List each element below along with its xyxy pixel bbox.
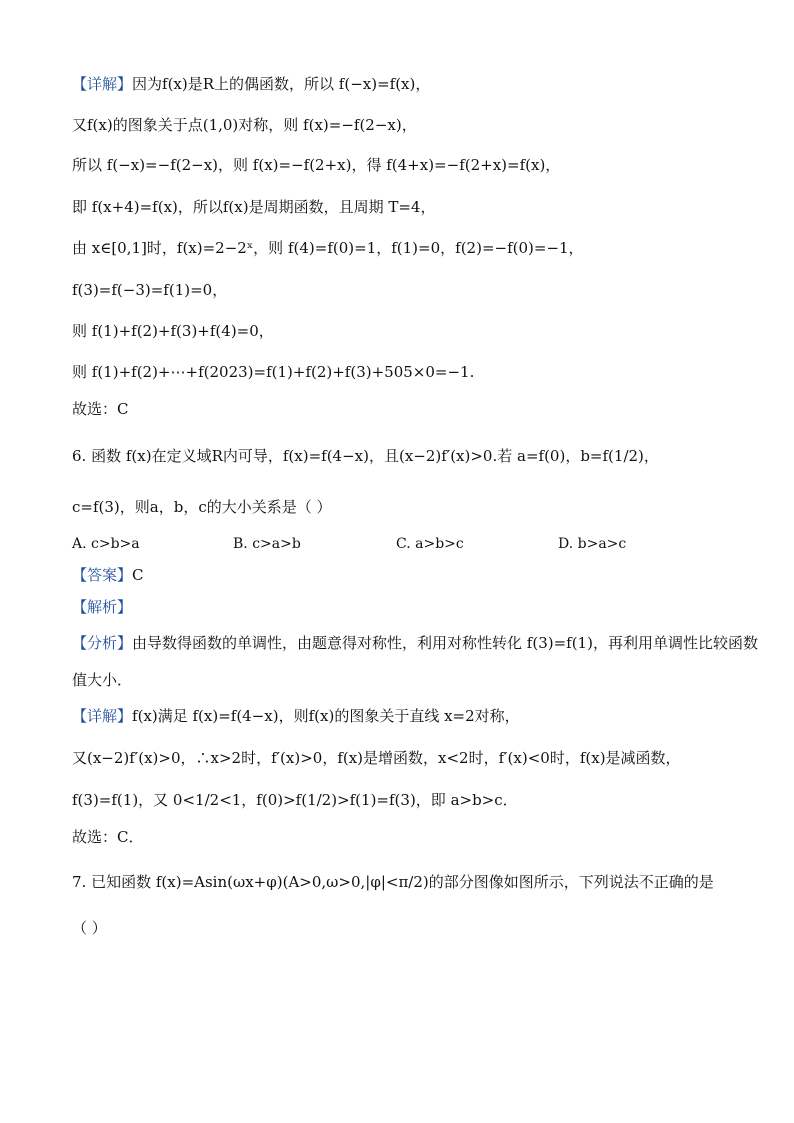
question-7-stem bbox=[72, 872, 714, 892]
answer-line bbox=[72, 565, 144, 585]
section-tag: 【详解】 bbox=[72, 707, 133, 725]
option-text: D. b>a>c bbox=[558, 536, 627, 552]
line-text: 由 x∈[0,1]时，f(x)=2−2ˣ，则 f(4)=f(0)=1，f(1)=0，f(2)=−f(0)=−1， bbox=[72, 239, 584, 257]
line-text: 由导数得函数的单调性，由题意得对称性，利用对称性转化 f(3)=f(1)，再利用单调性比较函数 bbox=[132, 634, 758, 652]
section-tag: 【答案】 bbox=[72, 566, 133, 584]
option-a bbox=[72, 534, 140, 554]
analysis-heading bbox=[72, 597, 132, 617]
solution-line-7 bbox=[72, 321, 274, 341]
line-text: f(3)=f(1)，又 0<1/2<1，f(0)>f(1/2)>f(1)=f(3)，即 a>b>c． bbox=[72, 791, 518, 809]
option-text: B. c>a>b bbox=[233, 536, 301, 552]
line-text: 值大小． bbox=[72, 671, 133, 689]
solution-line-3 bbox=[72, 155, 560, 175]
section-tag: 【解析】 bbox=[72, 598, 133, 616]
line-text: 6. 函数 f(x)在定义域R内可导，f(x)=f(4−x)，且(x−2)f′(x)>0.若 a=f(0)，b=f(1/2)， bbox=[72, 447, 659, 465]
section-tag: 【分析】 bbox=[72, 634, 133, 652]
option-c bbox=[396, 534, 464, 554]
line-text: C bbox=[132, 566, 144, 584]
line-text: 故选：C bbox=[72, 400, 129, 418]
line-text: 又(x−2)f′(x)>0，∴x>2时，f′(x)>0，f(x)是增函数，x<2时，f′(x)<0时，f(x)是减函数， bbox=[72, 749, 681, 767]
line-text: f(3)=f(−3)=f(1)=0， bbox=[72, 281, 228, 299]
line-text: 即 f(x+4)=f(x)，所以f(x)是周期函数，且周期 T=4， bbox=[72, 198, 436, 216]
question-6-stem-cont bbox=[72, 497, 331, 517]
answer-choice-line bbox=[72, 399, 128, 419]
analysis-line-2 bbox=[72, 670, 132, 690]
line-text: 则 f(1)+f(2)+f(3)+f(4)=0， bbox=[72, 322, 274, 340]
line-text: 则 f(1)+f(2)+⋯+f(2023)=f(1)+f(2)+f(3)+505×0=−1. bbox=[72, 363, 475, 381]
line-text: （ ） bbox=[72, 919, 107, 937]
detail-line-1 bbox=[72, 706, 520, 726]
line-text: 7. 已知函数 f(x)=Asin(ωx+φ)(A>0,ω>0,|φ|<π/2)的部分图像如图所示，下列说法不正确的是 bbox=[72, 873, 714, 891]
option-text: C. a>b>c bbox=[396, 536, 464, 552]
line-text: 所以 f(−x)=−f(2−x)，则 f(x)=−f(2+x)，得 f(4+x)=−f(2+x)=f(x)， bbox=[72, 156, 561, 174]
line-text: c=f(3)，则a，b，c的大小关系是（ ） bbox=[72, 498, 332, 516]
solution-line-5 bbox=[72, 238, 584, 258]
line-text: 故选：C． bbox=[72, 828, 144, 846]
analysis-line-1 bbox=[72, 633, 758, 653]
option-text: A. c>b>a bbox=[72, 536, 140, 552]
question-7-stem-cont bbox=[72, 918, 107, 938]
solution-line-8 bbox=[72, 362, 474, 382]
line-text: f(x)满足 f(x)=f(4−x)，则f(x)的图象关于直线 x=2对称， bbox=[132, 707, 520, 725]
question-6-stem bbox=[72, 446, 659, 466]
detail-line-3 bbox=[72, 790, 518, 810]
section-tag: 【详解】 bbox=[72, 75, 133, 93]
answer-choice-line-2 bbox=[72, 827, 143, 847]
solution-line-2 bbox=[72, 115, 417, 135]
detail-line-2 bbox=[72, 748, 681, 768]
solution-line-6 bbox=[72, 280, 227, 300]
option-d bbox=[558, 534, 626, 554]
line-text: 又f(x)的图象关于点(1,0)对称，则 f(x)=−f(2−x)， bbox=[72, 116, 417, 134]
option-b bbox=[233, 534, 301, 554]
line-text: 因为f(x)是R上的偶函数，所以 f(−x)=f(x)， bbox=[132, 75, 431, 93]
solution-line-1 bbox=[72, 74, 430, 94]
solution-line-4 bbox=[72, 197, 435, 217]
